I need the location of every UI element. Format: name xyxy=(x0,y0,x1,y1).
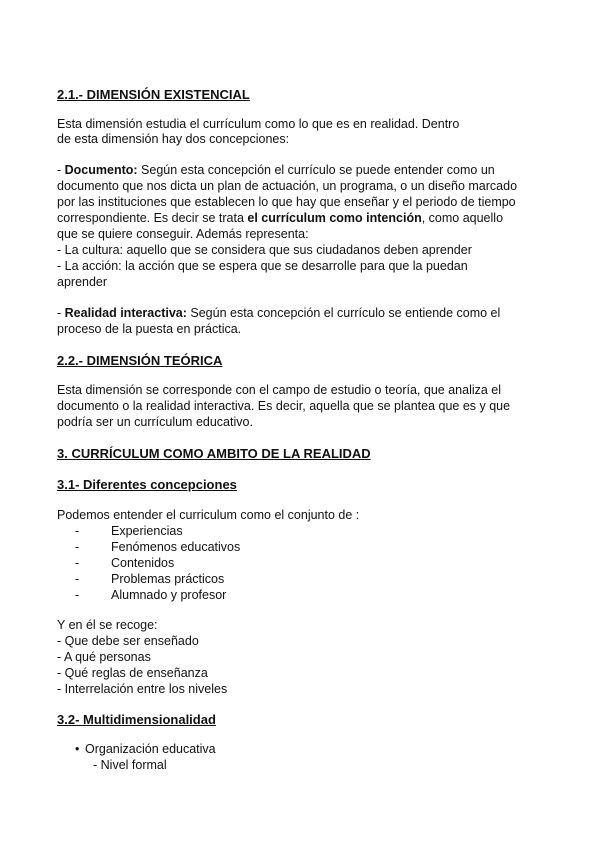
heading-3: 3. CURRÍCULUM COMO AMBITO DE LA REALIDAD xyxy=(57,446,371,461)
heading-2-1: 2.1.- DIMENSIÓN EXISTENCIAL xyxy=(57,87,250,102)
paragraph-line: proceso de la puesta en práctica. xyxy=(57,322,242,336)
paragraph-line: Y en él se recoge: xyxy=(57,618,158,632)
list-item: - Interrelación entre los niveles xyxy=(57,682,228,696)
paragraph-line: que se quiere conseguir. Además representa: xyxy=(57,227,309,241)
bullet-icon: • xyxy=(75,742,80,756)
list-item: - Alumnado y profesor xyxy=(75,588,227,602)
heading-3-2: 3.2- Multidimensionalidad xyxy=(57,712,216,727)
paragraph-line: de esta dimensión hay dos concepciones: xyxy=(57,132,290,146)
sub-item: - Nivel formal xyxy=(93,758,167,772)
list-item: - Contenidos xyxy=(75,556,175,570)
list-item: - Fenómenos educativos xyxy=(75,540,241,554)
list-item: - La cultura: aquello que se considera que sus ciudadanos deben aprender xyxy=(57,243,472,257)
paragraph-line: Esta dimensión estudia el currículum como lo que es en realidad. Dentro xyxy=(57,117,460,131)
list-item: - La acción: la acción que se espera que se desarrolle para que la puedan xyxy=(57,259,468,273)
bullet-item: • Organización educativa xyxy=(75,742,216,756)
list-item: - Experiencias xyxy=(75,524,183,538)
curriculum-intencion: el currículum como intención xyxy=(247,211,422,225)
heading-3-1: 3.1- Diferentes concepciones xyxy=(57,477,237,492)
paragraph-line: documento que nos dicta un plan de actuación, un programa, o un diseño marcado xyxy=(57,179,518,193)
paragraph-line: podría ser un currículum educativo. xyxy=(57,415,253,429)
list-item: - A qué personas xyxy=(57,650,151,664)
paragraph-line: documento o la realidad interactiva. Es decir, aquella que se plantea que es y que xyxy=(57,399,511,413)
paragraph-line: Esta dimensión se corresponde con el campo de estudio o teoría, que analiza el xyxy=(57,383,502,397)
realidad-label: Realidad interactiva: xyxy=(64,306,187,320)
list-item: - Que debe ser enseñado xyxy=(57,634,199,648)
realidad-line-1: - Realidad interactiva: Según esta concepción el currículo se entiende como el xyxy=(57,306,501,320)
list-item: - Qué reglas de enseñanza xyxy=(57,666,208,680)
paragraph-line: correspondiente. Es decir se trata el currículum como intención, como aquello xyxy=(57,211,504,225)
paragraph-line: Podemos entender el curriculum como el conjunto de : xyxy=(57,508,360,522)
list-item: - Problemas prácticos xyxy=(75,572,225,586)
documento-line-1: - Documento: Según esta concepción el currículo se puede entender como un xyxy=(57,163,495,177)
paragraph-line: aprender xyxy=(57,275,108,289)
paragraph-line: por las instituciones que establecen lo que hay que enseñar y el periodo de tiempo xyxy=(57,195,516,209)
documento-label: Documento: xyxy=(64,163,138,177)
heading-2-2: 2.2.- DIMENSIÓN TEÓRICA xyxy=(57,353,223,368)
